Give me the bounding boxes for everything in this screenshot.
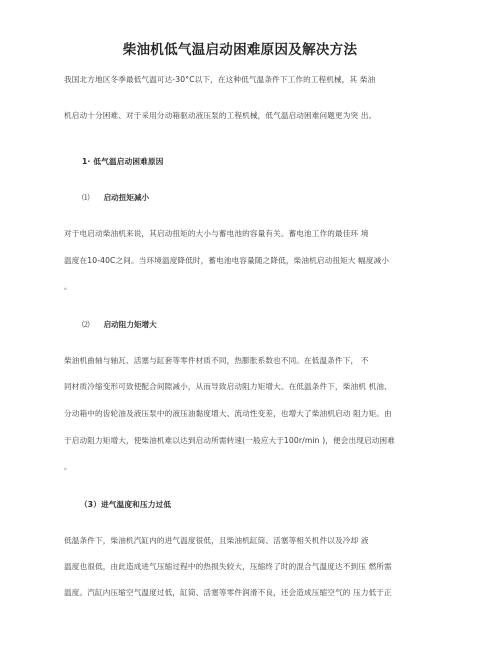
sub2-line-3: 分动箱中的齿轮油及液压泵中的液压油黏度增大、流动性变差，也增大了柴油机启动 阻力矩。由 bbox=[64, 409, 392, 418]
section-heading-1: 1· 低气温启动困难原因 bbox=[82, 157, 164, 166]
sub2-line-4: 于启动阻力矩增大，使柴油机难以达到启动所需转速(一般应大于100r/min )，便会出现启动困难 bbox=[64, 436, 395, 445]
sub1-line-3: 。 bbox=[64, 282, 72, 291]
subheading-2-text: 启动阻力矩增大 bbox=[103, 320, 157, 329]
subheading-1 bbox=[82, 192, 149, 203]
intro-line-1: 我国北方地区冬季最低气温可达-30°C以下，在这种低气温条件下工作的工程机械，其 柴油 bbox=[64, 75, 376, 84]
sub3-line-2: 温度也很低，由此造成进气压缩过程中的热损失较大，压缩终了时的混合气温度达不到压 燃所需 bbox=[64, 562, 392, 571]
subheading-1-text: 启动扭矩减小 bbox=[103, 193, 150, 202]
subheading-2 bbox=[82, 319, 157, 330]
subheading-3: （3）进气温度和压力过低 bbox=[80, 500, 172, 509]
subheading-2-number: ⑵ bbox=[82, 320, 90, 329]
sub3-line-1: 低温条件下，柴油机汽缸内的进气温度很低，且柴油机缸筒、活塞等相关机件以及冷却 液 bbox=[64, 536, 369, 545]
document-title: 柴油机低气温启动困难原因及解决方法 bbox=[122, 42, 358, 58]
sub2-line-1: 柴油机曲轴与轴瓦、活塞与缸套等零件材质不同，热膨胀系数也不同。在低温条件下， 不 bbox=[64, 356, 369, 365]
sub1-line-2: 温度在10-40C之间。当环境温度降低时，蓄电池电容量随之降低，柴油机启动扭矩大 幅度减小 bbox=[64, 256, 390, 265]
sub2-line-2: 同材质冷缩变形可致使配合间隙减小，从而导致启动阻力矩增大。在低温条件下，柴油机 机油、 bbox=[64, 382, 392, 391]
sub1-line-1: 对于电启动柴油机来说，其启动扭矩的大小与蓄电池的容量有关。蓄电池工作的最佳环 境 bbox=[64, 229, 369, 238]
sub3-line-3: 温度。汽缸内压缩空气温度过低，缸筒、活塞等零件润滑不良，还会造成压缩空气的 压力低于正 bbox=[64, 588, 392, 597]
sub2-line-5: 。 bbox=[64, 462, 72, 471]
intro-line-2: 机启动十分困难、对于采用分动箱驱动液压泵的工程机械，低气温启动困难问题更为突 出。 bbox=[64, 111, 377, 120]
subheading-1-number: ⑴ bbox=[82, 193, 90, 202]
